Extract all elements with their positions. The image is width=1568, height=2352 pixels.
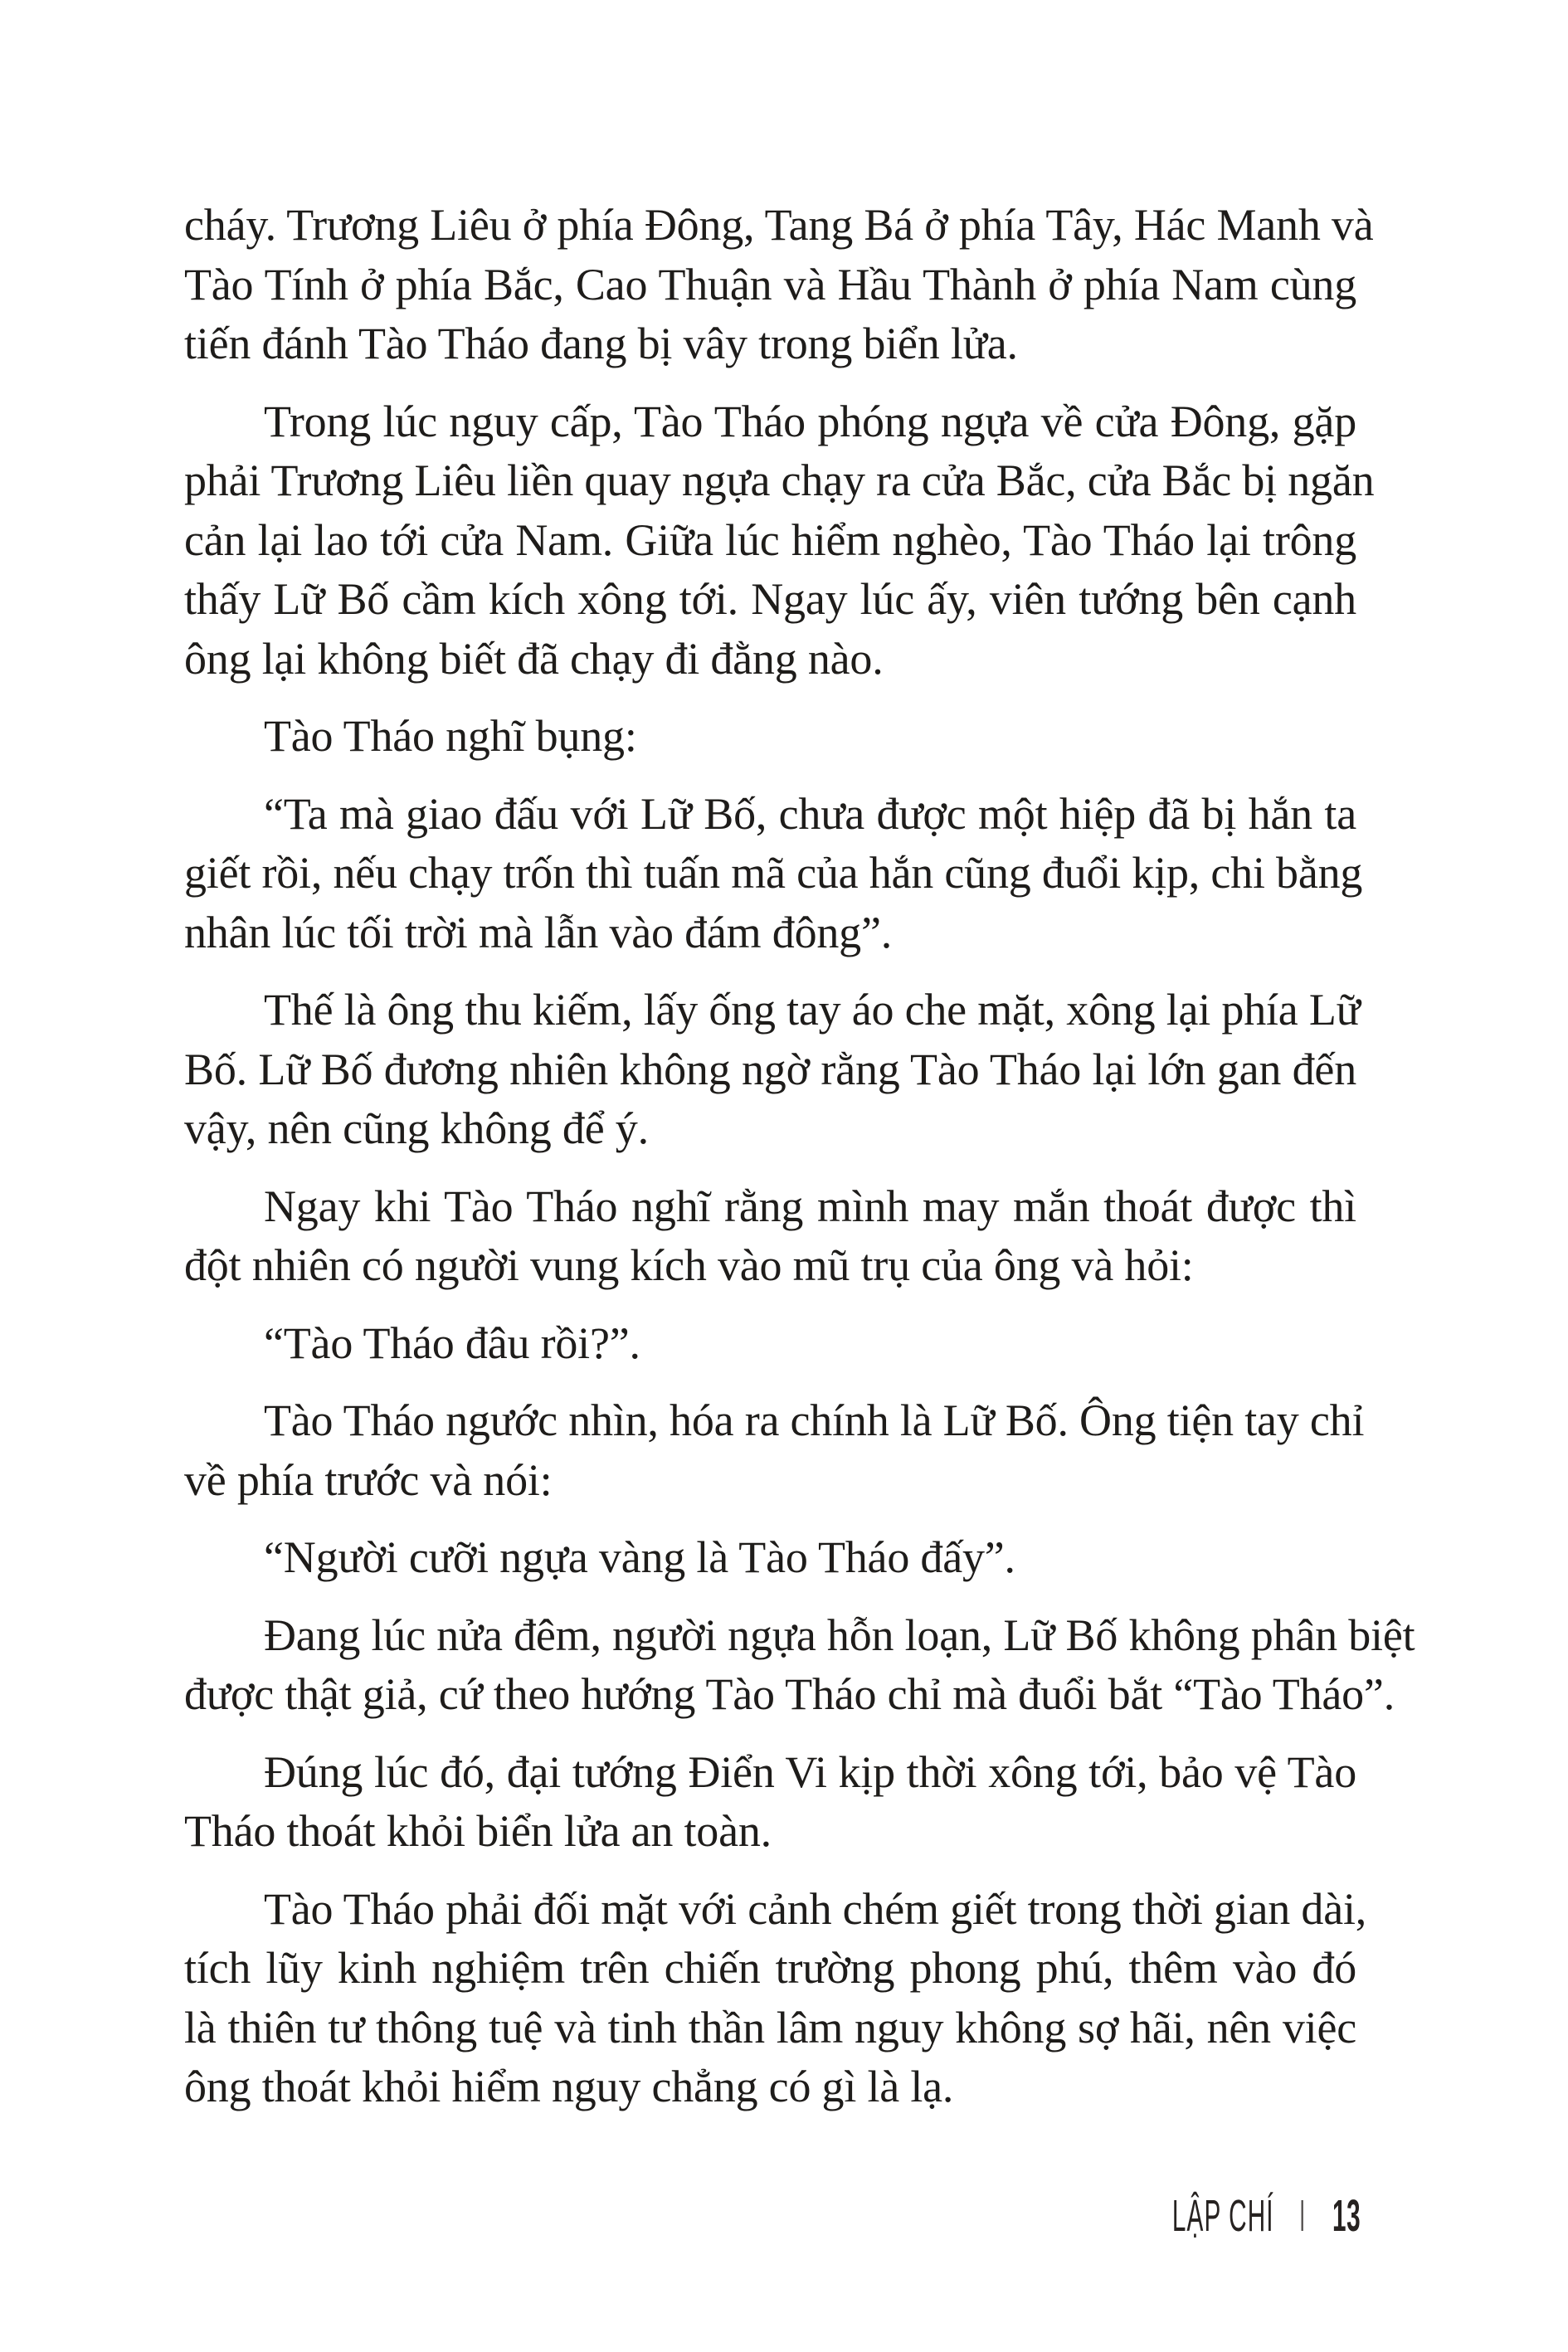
text-line: Tào Tính ở phía Bắc, Cao Thuận và Hầu Thành ở phía Nam cùng bbox=[184, 259, 1356, 309]
text-line: Đúng lúc đó, đại tướng Điển Vi kịp thời xông tới, bảo vệ Tào bbox=[264, 1746, 1356, 1797]
paragraph bbox=[184, 707, 1356, 767]
paragraph bbox=[184, 1528, 1356, 1588]
text-line: Trong lúc nguy cấp, Tào Tháo phóng ngựa về cửa Đông, gặp bbox=[264, 396, 1356, 446]
text-line: “Tào Tháo đâu rồi?”. bbox=[264, 1317, 640, 1368]
paragraph bbox=[184, 1880, 1367, 2117]
text-line: về phía trước và nói: bbox=[184, 1454, 553, 1505]
text-line: Đang lúc nửa đêm, người ngựa hỗn loạn, Lữ Bố không phân biệt bbox=[264, 1609, 1415, 1660]
text-line: Tào Tháo ngước nhìn, hóa ra chính là Lữ Bố. Ông tiện tay chỉ bbox=[264, 1395, 1365, 1445]
text-line: “Người cưỡi ngựa vàng là Tào Tháo đấy”. bbox=[264, 1532, 1015, 1582]
footer-content bbox=[1172, 2190, 1361, 2242]
text-line: Ngay khi Tào Tháo nghĩ rằng mình may mắn thoát được thì bbox=[264, 1181, 1356, 1231]
text-line: đột nhiên có người vung kích vào mũ trụ của ông và hỏi: bbox=[184, 1240, 1194, 1290]
paragraph bbox=[184, 1314, 1356, 1374]
text-line: Tào Tháo nghĩ bụng: bbox=[264, 711, 637, 761]
text-line: được thật giả, cứ theo hướng Tào Tháo chỉ mà đuổi bắt “Tào Tháo”. bbox=[184, 1669, 1395, 1719]
text-line: ông lại không biết đã chạy đi đằng nào. bbox=[184, 633, 884, 684]
text-line: là thiên tư thông tuệ và tinh thần lâm nguy không sợ hãi, nên việc bbox=[184, 2002, 1356, 2053]
text-line: thấy Lữ Bố cầm kích xông tới. Ngay lúc ấy, viên tướng bên cạnh bbox=[184, 574, 1356, 624]
text-line: ông thoát khỏi hiểm nguy chẳng có gì là lạ. bbox=[184, 2062, 954, 2111]
text-line: cháy. Trương Liêu ở phía Đông, Tang Bá ở phía Tây, Hác Manh và bbox=[184, 200, 1374, 250]
text-line: tiến đánh Tào Tháo đang bị vây trong biển lửa. bbox=[184, 319, 1018, 368]
text-line: Tào Tháo phải đối mặt với cảnh chém giết trong thời gian dài, bbox=[264, 1883, 1367, 1934]
text-line: Tháo thoát khỏi biển lửa an toàn. bbox=[184, 1806, 772, 1856]
running-footer-section-title: LẬP CHÍ bbox=[1171, 2191, 1274, 2241]
paragraph bbox=[184, 392, 1375, 689]
page-footer bbox=[1018, 2190, 1361, 2242]
text-line: phải Trương Liêu liền quay ngựa chạy ra cửa Bắc, cửa Bắc bị ngăn bbox=[184, 455, 1375, 505]
body-text bbox=[184, 196, 1415, 2117]
text-line: nhân lúc tối trời mà lẫn vào đám đông”. bbox=[184, 907, 893, 957]
text-line: vậy, nên cũng không để ý. bbox=[184, 1103, 649, 1153]
text-line: tích lũy kinh nghiệm trên chiến trường phong phú, thêm vào đó bbox=[184, 1943, 1356, 1993]
paragraph bbox=[184, 196, 1374, 374]
text-line: Bố. Lữ Bố đương nhiên không ngờ rằng Tào Tháo lại lớn gan đến bbox=[184, 1044, 1356, 1094]
paragraph bbox=[184, 1177, 1356, 1296]
paragraph bbox=[184, 1606, 1415, 1725]
paragraph bbox=[184, 981, 1361, 1159]
footer-separator-bar bbox=[1301, 2200, 1303, 2231]
text-line: Thế là ông thu kiếm, lấy ống tay áo che mặt, xông lại phía Lữ bbox=[264, 985, 1361, 1035]
paragraph bbox=[184, 785, 1363, 963]
text-line: cản lại lao tới cửa Nam. Giữa lúc hiểm nghèo, Tào Tháo lại trông bbox=[184, 514, 1356, 565]
paragraph bbox=[184, 1743, 1356, 1862]
text-line: giết rồi, nếu chạy trốn thì tuấn mã của hắn cũng đuổi kịp, chi bằng bbox=[184, 848, 1363, 898]
page-number: 13 bbox=[1332, 2191, 1361, 2241]
paragraph bbox=[184, 1391, 1365, 1510]
text-line: “Ta mà giao đấu với Lữ Bố, chưa được một hiệp đã bị hắn ta bbox=[264, 788, 1356, 839]
